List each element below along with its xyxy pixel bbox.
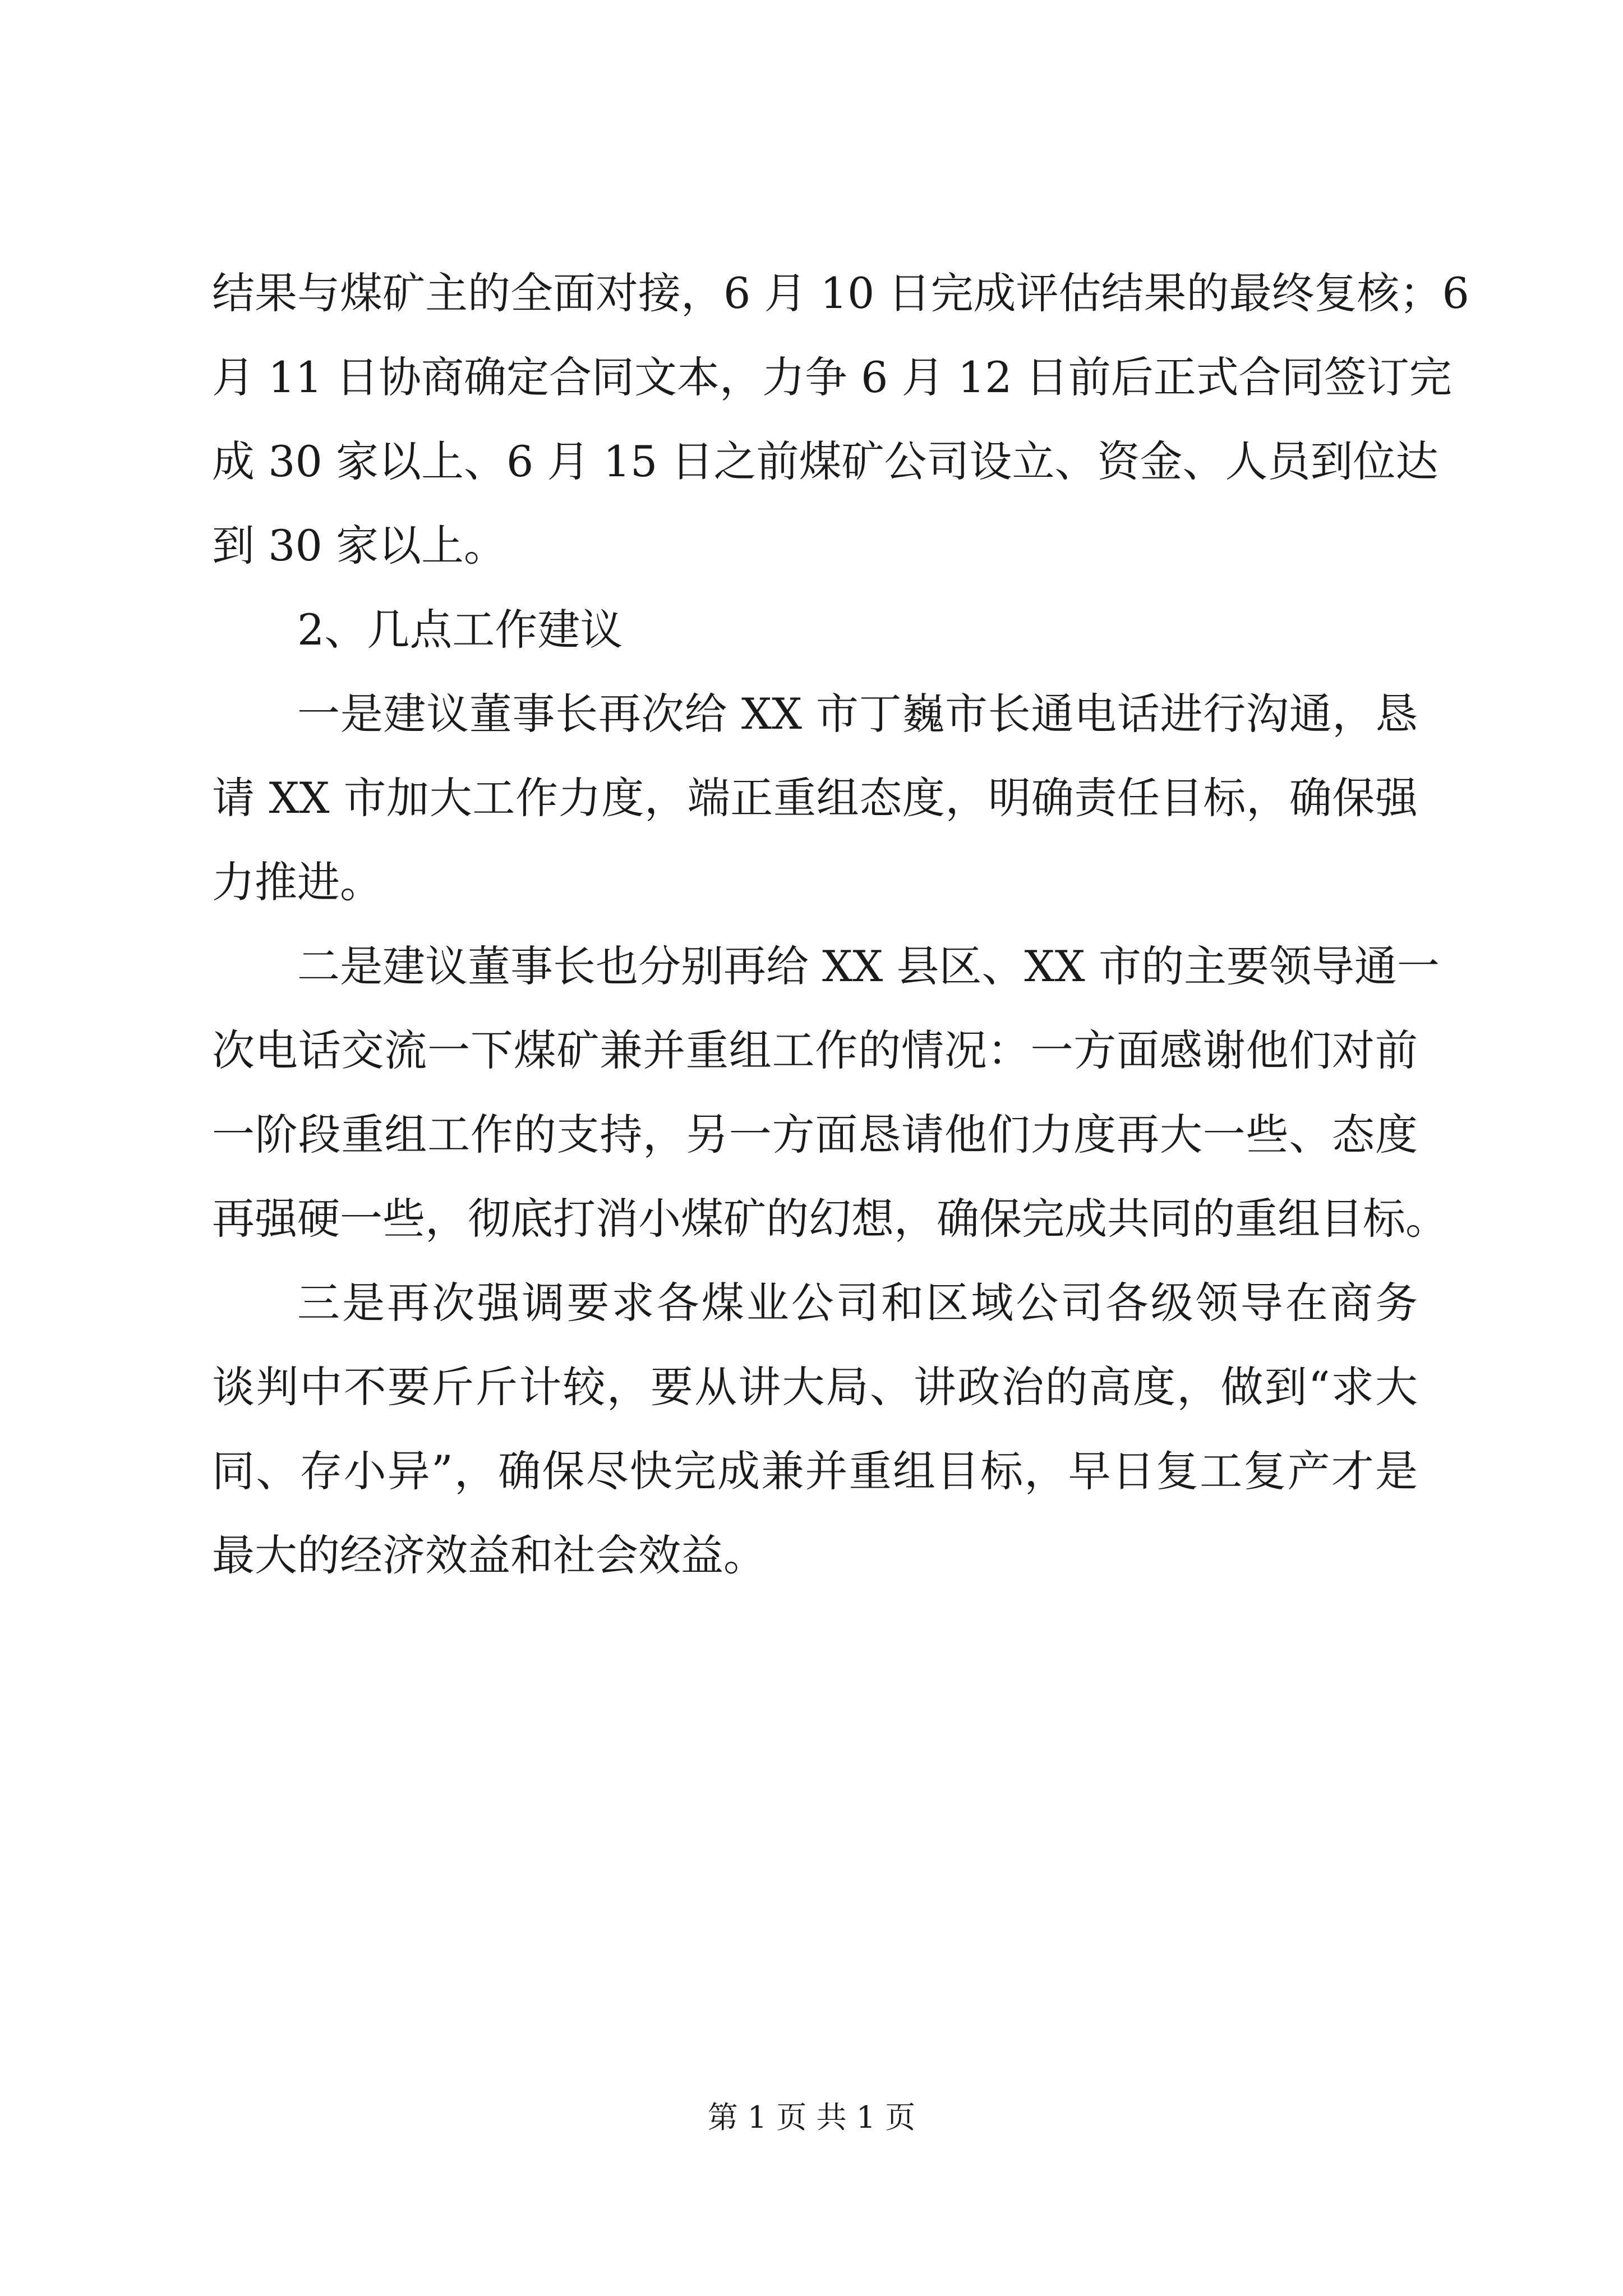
text-line: 结果与煤矿主的全面对接，6 月 10 日完成评估结果的最终复核；6: [212, 268, 1469, 318]
text-line: 到 30 家以上。: [212, 521, 507, 570]
page-footer: 第 1 页 共 1 页: [707, 2100, 916, 2135]
document-body: [212, 251, 1469, 1598]
text-line: 二是建议董事长也分别再给 XX 县区、XX 市的主要领导通一: [297, 941, 1440, 991]
text-line: 力推进。: [212, 857, 382, 907]
text-line: 同、存小异”，确保尽快完成兼并重组目标，早日复工复产才是: [212, 1446, 1418, 1496]
text-line: 谈判中不要斤斤计较，要从讲大局、讲政治的高度，做到“求大: [212, 1362, 1418, 1412]
text-line: 最大的经济效益和社会效益。: [212, 1530, 766, 1580]
text-line: 一是建议董事长再次给 XX 市丁巍市长通电话进行沟通，恳: [297, 689, 1418, 739]
text-line: 成 30 家以上、6 月 15 日之前煤矿公司设立、资金、人员到位达: [212, 436, 1438, 486]
paragraph-p1: [212, 251, 1469, 588]
text-line: 请 XX 市加大工作力度，端正重组态度，明确责任目标，确保强: [212, 773, 1418, 823]
paragraph-p4: [212, 924, 1448, 1261]
section-heading: 2、几点工作建议: [297, 605, 623, 655]
text-line: 月 11 日协商确定合同文本，力争 6 月 12 日前后正式合同签订完: [212, 352, 1452, 402]
paragraph-p2-heading: [212, 588, 1418, 672]
text-line: 一阶段重组工作的支持，另一方面恳请他们力度再大一些、态度: [212, 1110, 1418, 1159]
paragraph-p5: [212, 1261, 1418, 1598]
text-line: 三是再次强调要求各煤业公司和区域公司各级领导在商务: [297, 1278, 1418, 1328]
paragraph-p3: [212, 672, 1418, 924]
text-line: 次电话交流一下煤矿兼并重组工作的情况：一方面感谢他们对前: [212, 1025, 1418, 1075]
text-line: 再强硬一些，彻底打消小煤矿的幻想，确保完成共同的重组目标。: [212, 1194, 1448, 1244]
